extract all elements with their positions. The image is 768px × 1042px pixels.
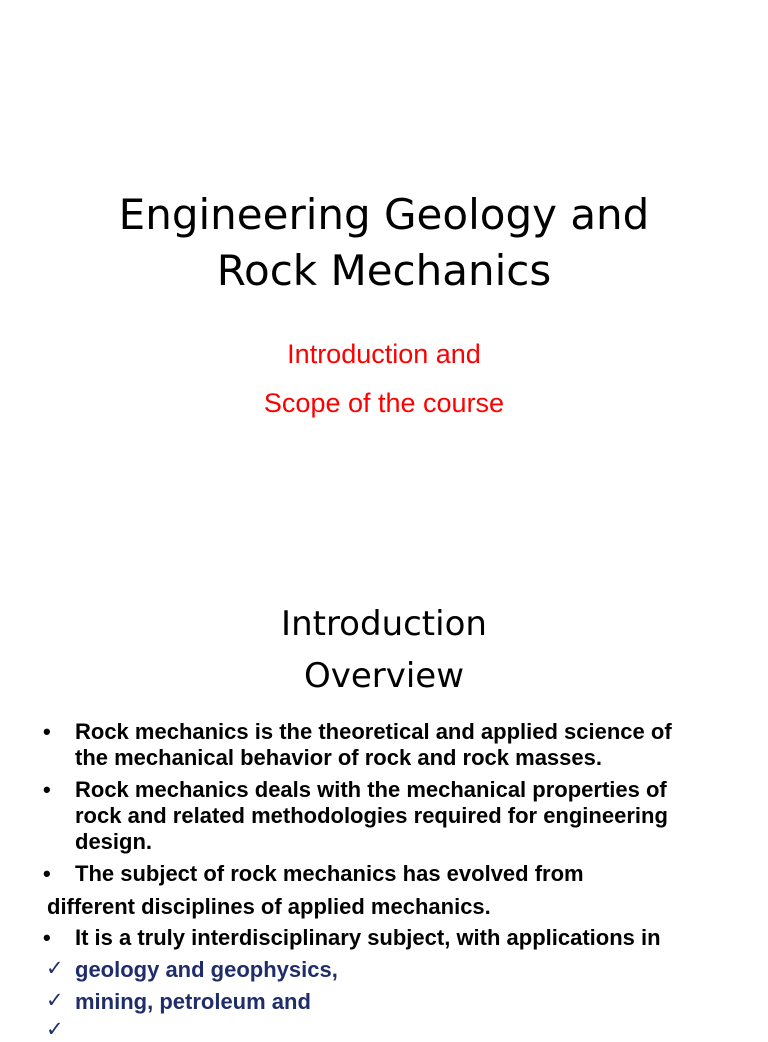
bullet-dot-icon: • (43, 719, 51, 744)
bullet-item (43, 925, 735, 951)
bullet-dot-icon: • (43, 861, 51, 886)
bullet-line: design. (75, 829, 153, 854)
bullet-line: Rock mechanics is the theoretical and applied science of (75, 719, 672, 744)
overview-heading-line-2: Overview (303, 656, 465, 696)
checklist-text: mining, petroleum and (75, 989, 311, 1014)
bullet-item (43, 777, 735, 855)
overview-slide (0, 576, 768, 1041)
bullet-line: Rock mechanics deals with the mechanical properties of (75, 777, 667, 802)
checklist-text: geology and geophysics, (75, 957, 338, 982)
slide-subtitle-line-2: Scope of the course (263, 388, 505, 418)
slide-title-line-2: Rock Mechanics (216, 246, 552, 295)
bullet-line: the mechanical behavior of rock and rock masses. (75, 745, 602, 770)
bullet-item (43, 861, 735, 887)
bullet-line: The subject of rock mechanics has evolved from (75, 861, 584, 886)
bullet-dot-icon: • (43, 777, 51, 802)
bullet-dot-icon: • (43, 925, 51, 950)
slide-title-line-1: Engineering Geology and (118, 190, 650, 239)
overview-heading-line-1: Introduction (281, 604, 487, 644)
continuation-line: different disciplines of applied mechanics. (47, 894, 491, 919)
bullet-item (43, 719, 735, 771)
checkmark-icon: ✓ (46, 956, 64, 980)
bullet-line: It is a truly interdisciplinary subject, with applications in (75, 925, 661, 950)
checklist-item (46, 956, 735, 983)
slide-subtitle-line-1: Introduction and (287, 339, 481, 369)
checkmark-icon: ✓ (46, 988, 64, 1012)
bullet-line: rock and related methodologies required for engineering (75, 803, 668, 828)
checklist-item (46, 988, 735, 1015)
checkmark-icon: ✓ (46, 1017, 64, 1041)
